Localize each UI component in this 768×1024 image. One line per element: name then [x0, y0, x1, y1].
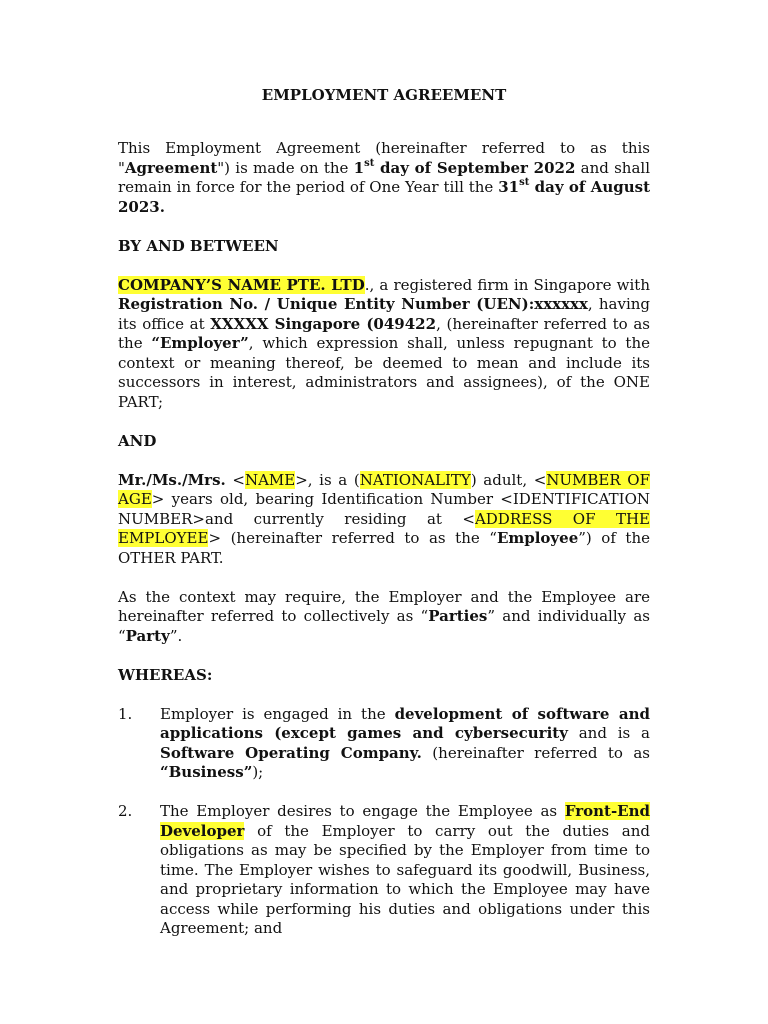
text-run: > years old, bearing Identification Number <IDENTIFICATION NUMBER>and currently residing at < [118, 490, 650, 528]
business-term: “Business” [160, 763, 253, 781]
whereas-heading: WHEREAS: [118, 665, 213, 684]
nationality-placeholder: NATIONALITY [359, 470, 471, 489]
document-body [118, 139, 650, 958]
start-date [354, 159, 576, 177]
text-run: , (hereinafter referred to as the [118, 314, 650, 352]
text-run: ”) of the OTHER PART. [118, 529, 650, 567]
between-heading: BY AND BETWEEN [118, 236, 279, 255]
text-run: This Employment Agreement (hereinafter referred to as this " [118, 139, 650, 177]
ordinal-suffix: st [364, 157, 375, 169]
registration-number: Registration No. / Unique Entity Number (UEN):xxxxxx [118, 295, 588, 313]
salutation: Mr./Ms./Mrs. [118, 470, 226, 489]
business-description: development of software and applications (except games and cybersecurity [160, 704, 650, 742]
office-address: XXXXX Singapore (049422 [210, 314, 437, 333]
employee-address-placeholder: ADDRESS OF THE EMPLOYEE [118, 509, 650, 547]
text-run: , having its office at [118, 295, 650, 333]
start-day-number: 1 [353, 158, 365, 177]
text-run: The Employer desires to engage the Employee as [160, 802, 565, 820]
employee-paragraph [118, 471, 650, 569]
context-paragraph [118, 588, 650, 647]
text-run: < [225, 470, 245, 489]
age-placeholder: NUMBER OF AGE [118, 470, 650, 508]
end-date-text: day of August 2023. [118, 178, 651, 216]
company-name-placeholder: COMPANY’S NAME PTE. LTD [118, 275, 365, 294]
text-run: of the Employer to carry out the duties and obligations as may be specified by the Employer from time to time. The Employer wishes to safeguard its goodwill, Business, and proprietary information to which the Employee may have access while performing his duties and obligations under this Agreement; and [160, 821, 650, 937]
and-heading: AND [118, 431, 157, 450]
job-role-placeholder: Front-End Developer [160, 802, 650, 840]
text-run: >, is a ( [295, 470, 360, 489]
end-day-number: 31 [498, 178, 520, 196]
text-run: ); [252, 763, 264, 781]
party-term: Party [125, 626, 170, 645]
company-type: Software Operating Company. [160, 743, 422, 762]
ordinal-suffix: st [519, 177, 530, 188]
employer-paragraph [118, 276, 650, 413]
text-run: , which expression shall, unless repugnant to the context or meaning thereof, be deemed to mean and include its successors in interest, administrators and assignees), of the ONE PART; [118, 334, 650, 411]
text-run: ”. [169, 626, 183, 645]
whereas-item-1 [118, 705, 650, 783]
item-number: 1. [118, 704, 133, 723]
text-run: ") is made on the [217, 158, 354, 177]
document-title: EMPLOYMENT AGREEMENT [261, 86, 507, 104]
text-run: (hereinafter referred to as [421, 743, 650, 762]
text-run: and shall remain in force for the period of One Year till the [118, 158, 650, 196]
agreement-term: Agreement [124, 158, 218, 177]
text-run: ) adult, < [470, 470, 547, 489]
text-run: and is a [567, 724, 651, 742]
text-run: As the context may require, the Employer and the Employee are hereinafter referred to collectively as “ [118, 587, 650, 625]
text-run: > (hereinafter referred to as the “ [208, 529, 497, 547]
start-date-text: day of September 2022 [374, 158, 576, 177]
text-run: ” and individually as “ [118, 607, 650, 645]
parties-term: Parties [428, 607, 488, 625]
employee-term: Employee [496, 529, 579, 547]
intro-paragraph [118, 139, 650, 217]
text-run: Employer is engaged in the [160, 704, 395, 723]
text-run: ., a registered firm in Singapore with [364, 275, 650, 294]
item-number: 2. [118, 802, 133, 820]
whereas-item-2 [118, 802, 650, 939]
name-placeholder: NAME [244, 470, 296, 489]
employer-term: “Employer” [151, 334, 249, 352]
